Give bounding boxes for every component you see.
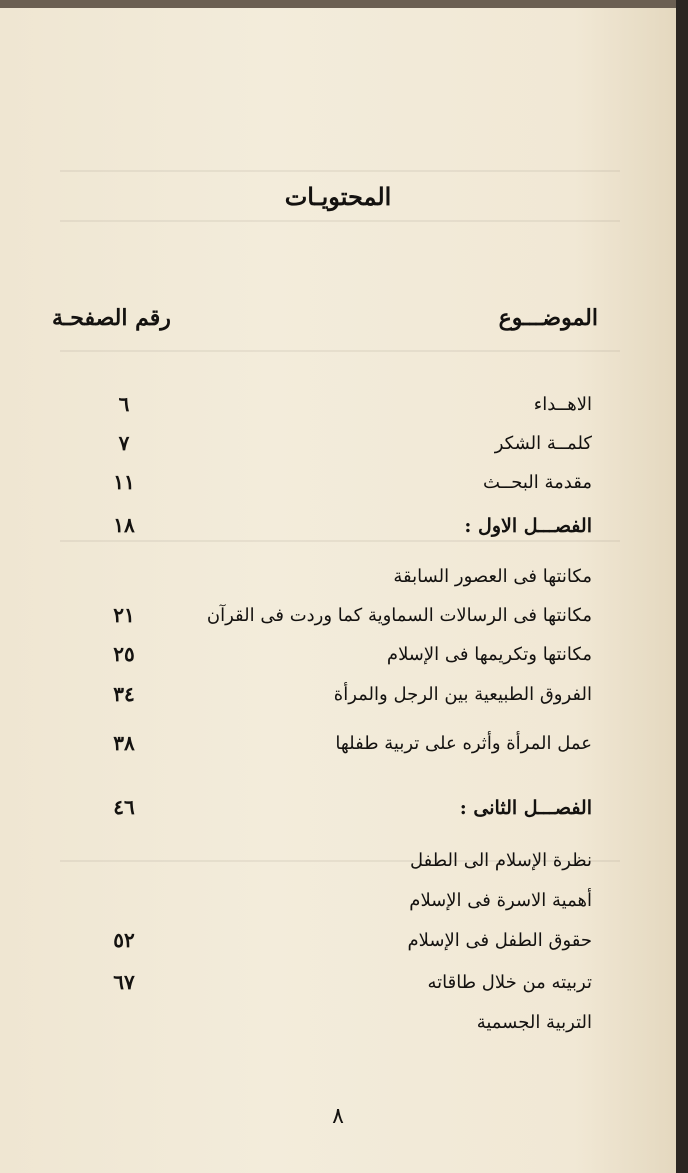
- toc-entry: [100, 605, 592, 641]
- toc-entry-page: ١١: [113, 470, 135, 494]
- toc-entry: [100, 433, 592, 469]
- toc-entry-page: ٣٨: [113, 731, 135, 755]
- topic-column-header: الموضـــوع: [498, 305, 598, 331]
- toc-entry-label: عمل المرأة وأثره على تربية طفلها: [335, 733, 592, 754]
- toc-entry-page: ٦٧: [113, 970, 135, 994]
- toc-entry-label: أهمية الاسرة فى الإسلام: [409, 890, 592, 911]
- toc-entry: [100, 684, 592, 720]
- toc-entry: [100, 890, 592, 926]
- toc-entry: [100, 644, 592, 680]
- toc-entry: [100, 566, 592, 602]
- toc-entry: [100, 930, 592, 966]
- toc-entry: [100, 850, 592, 886]
- bleed-through-line: [60, 220, 620, 222]
- toc-entry-label: مكانتها فى العصور السابقة: [393, 566, 592, 587]
- toc-entry: [100, 472, 592, 508]
- toc-entry-page: ٢٥: [113, 642, 135, 666]
- toc-entry-label: كلمــة الشكر: [494, 433, 592, 454]
- chapter-heading: [100, 515, 592, 551]
- toc-entry-label: مقدمة البحــث: [483, 472, 592, 493]
- toc-entry-label: تربيته من خلال طاقاته: [427, 972, 592, 993]
- page-title: المحتويـات: [284, 182, 392, 211]
- page-number-column-header: رقم الصفحـة: [52, 305, 171, 331]
- toc-entry: [100, 394, 592, 430]
- toc-entry-label: الاهــداء: [533, 394, 592, 415]
- toc-entry-page: ٦: [118, 392, 130, 416]
- toc-entry-page: ٤٦: [113, 795, 135, 819]
- bleed-through-line: [60, 170, 620, 172]
- toc-entry: [100, 972, 592, 1008]
- toc-entry: [100, 733, 592, 769]
- toc-entry-label: مكانتها وتكريمها فى الإسلام: [386, 644, 592, 665]
- page-number: ٨: [332, 1104, 344, 1129]
- chapter-heading-label: الفصـــل الثانى :: [459, 797, 592, 819]
- toc-entry-label: التربية الجسمية: [476, 1012, 592, 1033]
- toc-entry-label: الفروق الطبيعية بين الرجل والمرأة: [333, 684, 592, 705]
- toc-entry-page: ٣٤: [113, 682, 135, 706]
- toc-entry-page: ١٨: [113, 513, 135, 537]
- bleed-through-line: [60, 350, 620, 352]
- chapter-heading-label: الفصـــل الاول :: [464, 515, 592, 537]
- toc-entry-label: مكانتها فى الرسالات السماوية كما وردت فى القرآن: [206, 605, 592, 626]
- toc-entry-label: حقوق الطفل فى الإسلام: [407, 930, 592, 951]
- toc-entry-page: ٥٢: [113, 928, 135, 952]
- chapter-heading: [100, 797, 592, 833]
- toc-entry: [100, 1012, 592, 1048]
- toc-entry-label: نظرة الإسلام الى الطفل: [409, 850, 592, 871]
- toc-entry-page: ٧: [118, 431, 130, 455]
- toc-entry-page: ٢١: [113, 603, 135, 627]
